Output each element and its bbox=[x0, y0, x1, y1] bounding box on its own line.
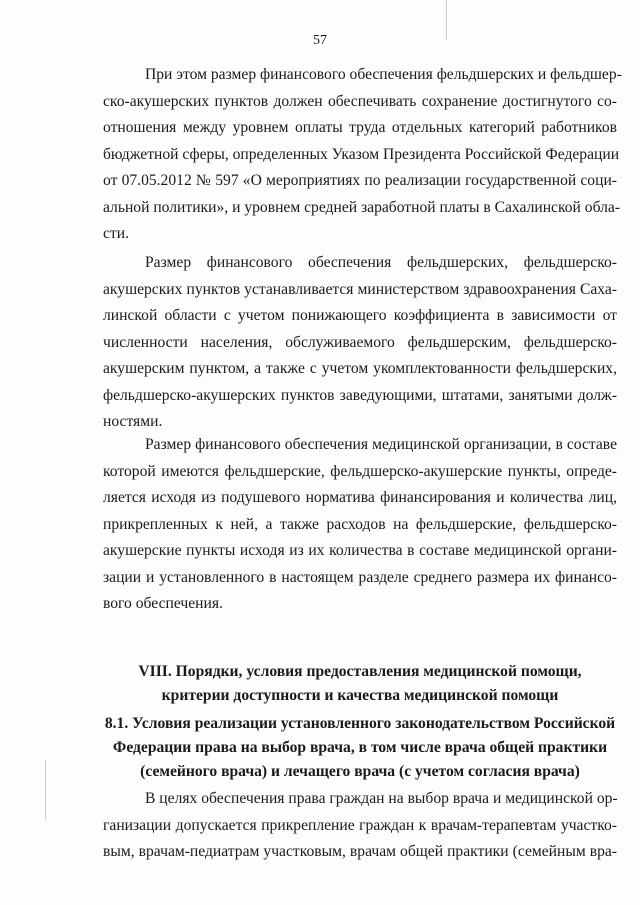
paragraph-line: линской области с учетом понижающего коэффициента в зависимости от bbox=[103, 307, 617, 324]
paragraph-line: которой имеются фельдшерские, фельдшерско-акушерские пункты, опреде- bbox=[103, 462, 617, 480]
page-number: 57 bbox=[313, 33, 327, 48]
paragraph-line: численности населения, обслуживаемого фельдшерским, фельдшерско- bbox=[103, 333, 617, 351]
paragraph-2 bbox=[103, 250, 617, 436]
paragraph-line: В целях обеспечения права граждан на выбор врача и медицинской ор- bbox=[145, 790, 618, 807]
subsection-heading-line: 8.1. Условия реализации установленного законодательством Российской bbox=[104, 715, 616, 732]
paragraph-line: Размер финансового обеспечения медицинской организации, в составе bbox=[145, 436, 617, 453]
paragraph-line: отношения между уровнем оплаты труда отдельных категорий работников bbox=[103, 119, 617, 136]
paragraph-line: прикрепленных к ней, а также расходов на фельдшерские, фельдшерско- bbox=[103, 515, 617, 533]
subsection-heading bbox=[103, 712, 617, 784]
paragraph-line: ностями. bbox=[103, 413, 163, 430]
paragraph-line: альной политики», и уровнем средней заработной платы в Сахалинской обла- bbox=[103, 198, 621, 216]
paragraph-3 bbox=[103, 432, 617, 618]
paragraph-line: ско-акушерских пунктов должен обеспечивать сохранение достигнутого со- bbox=[103, 92, 617, 110]
paragraph-line: ляется исходя из подушевого норматива финансирования и количества лиц, bbox=[103, 489, 617, 506]
section-heading-line: VIII. Порядки, условия предоставления медицинской помощи, bbox=[138, 663, 582, 680]
paragraph-4 bbox=[103, 786, 617, 866]
section-heading bbox=[103, 660, 617, 708]
paragraph-line: акушерские пункты исходя из их количества в составе медицинской органи- bbox=[103, 542, 617, 559]
paragraph-line: ганизации допускается прикрепление граждан к врачам-терапевтам участко- bbox=[103, 816, 617, 834]
paragraph-line: акушерским пунктом, а также с учетом укомплектованности фельдшерских, bbox=[103, 360, 617, 377]
paragraph-line: Размер финансового обеспечения фельдшерских, фельдшерско- bbox=[145, 254, 617, 271]
scan-artifact-line bbox=[45, 760, 46, 820]
paragraph-line: вым, врачам-педиатрам участковым, врачам общей практики (семейным вра- bbox=[103, 843, 617, 860]
subsection-heading-line: Федерации права на выбор врача, в том числе врача общей практики bbox=[112, 739, 608, 756]
paragraph-line: бюджетной сферы, определенных Указом Президента Российской Федерации bbox=[103, 145, 620, 163]
subsection-heading-line: (семейного врача) и лечащего врача (с учетом согласия врача) bbox=[140, 763, 580, 780]
paragraph-line: сти. bbox=[103, 225, 129, 242]
paragraph-line: фельдшерско-акушерских пунктов заведующими, штатами, занятыми долж- bbox=[103, 386, 617, 404]
paragraph-line: от 07.05.2012 № 597 «О мероприятиях по реализации государственной соци- bbox=[103, 172, 617, 189]
section-heading-line: критерии доступности и качества медицинской помощи bbox=[161, 687, 559, 704]
paragraph-line: При этом размер финансового обеспечения фельдшерских и фельдшер- bbox=[145, 66, 622, 83]
paragraph-line: вого обеспечения. bbox=[103, 595, 223, 612]
paragraph-line: акушерских пунктов устанавливается министерством здравоохранения Саха- bbox=[103, 280, 617, 298]
paragraph-line: зации и установленного в настоящем разделе среднего размера их финансо- bbox=[103, 568, 617, 586]
paragraph-1 bbox=[103, 62, 622, 248]
